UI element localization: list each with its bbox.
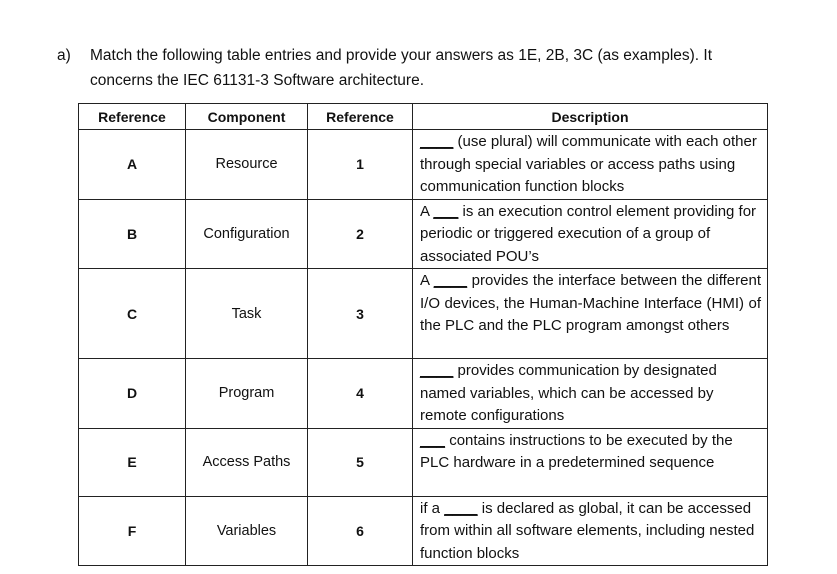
question-line-2: concerns the IEC 61131-3 Software architecture.: [90, 72, 424, 89]
description: [413, 496, 768, 566]
header-component: Component: [186, 104, 308, 130]
description: [413, 130, 768, 200]
description-text: is an execution control element providing for periodic or triggered execution of a group of associated POU’s: [420, 202, 757, 265]
component: Task: [186, 269, 308, 359]
reference-number: 1: [308, 130, 413, 200]
answer-blank: ____: [444, 499, 478, 517]
header-description: Description: [413, 104, 768, 130]
table-row: [79, 130, 768, 200]
header-reference-letter: Reference: [79, 104, 186, 130]
answer-blank: ____: [433, 272, 468, 289]
answer-blank: ____: [420, 133, 454, 150]
reference-letter: C: [79, 269, 186, 359]
reference-number: 2: [308, 199, 413, 269]
description: [413, 428, 768, 496]
answer-blank: ___: [433, 202, 459, 220]
component: Program: [186, 359, 308, 429]
matching-table: [78, 103, 768, 566]
table-row: [79, 359, 768, 429]
answer-blank: ____: [420, 362, 454, 379]
table-row: [79, 199, 768, 269]
description-text: contains instructions to be executed by the PLC hardware in a predetermined sequence: [420, 431, 733, 471]
description-prefix: if a: [420, 499, 445, 517]
reference-number: 4: [308, 359, 413, 429]
description-text: provides communication by designated named variables, which can be accessed by remote configurations: [420, 362, 717, 424]
reference-letter: A: [79, 130, 186, 200]
reference-number: 3: [308, 269, 413, 359]
answer-blank: ___: [420, 431, 446, 449]
reference-letter: B: [79, 199, 186, 269]
description: [413, 199, 768, 269]
component: Resource: [186, 130, 308, 200]
reference-letter: F: [79, 496, 186, 566]
question-line-1: Match the following table entries and provide your answers as 1E, 2B, 3C (as examples). It: [90, 47, 713, 64]
question-label: a): [57, 47, 71, 64]
description: [413, 359, 768, 429]
table-row: [79, 496, 768, 566]
component: Variables: [186, 496, 308, 566]
description-prefix: A: [420, 202, 434, 220]
table-row: [79, 428, 768, 496]
description: [413, 269, 768, 359]
question-text: [90, 43, 790, 93]
description-text: is declared as global, it can be accessed from within all software elements, including nested function blocks: [420, 499, 755, 562]
description-text: (use plural) will communicate with each other through special variables or access paths using communication function blocks: [420, 133, 757, 195]
description-prefix: A: [420, 272, 434, 289]
component: Configuration: [186, 199, 308, 269]
reference-letter: E: [79, 428, 186, 496]
reference-letter: D: [79, 359, 186, 429]
reference-number: 6: [308, 496, 413, 566]
component: Access Paths: [186, 428, 308, 496]
table-row: [79, 269, 768, 359]
description-text: provides the interface between the different I/O devices, the Human-Machine Interface (HMI) of the PLC and the PLC program amongst others: [420, 272, 761, 334]
reference-number: 5: [308, 428, 413, 496]
header-reference-number: Reference: [308, 104, 413, 130]
table-header-row: [79, 104, 768, 130]
